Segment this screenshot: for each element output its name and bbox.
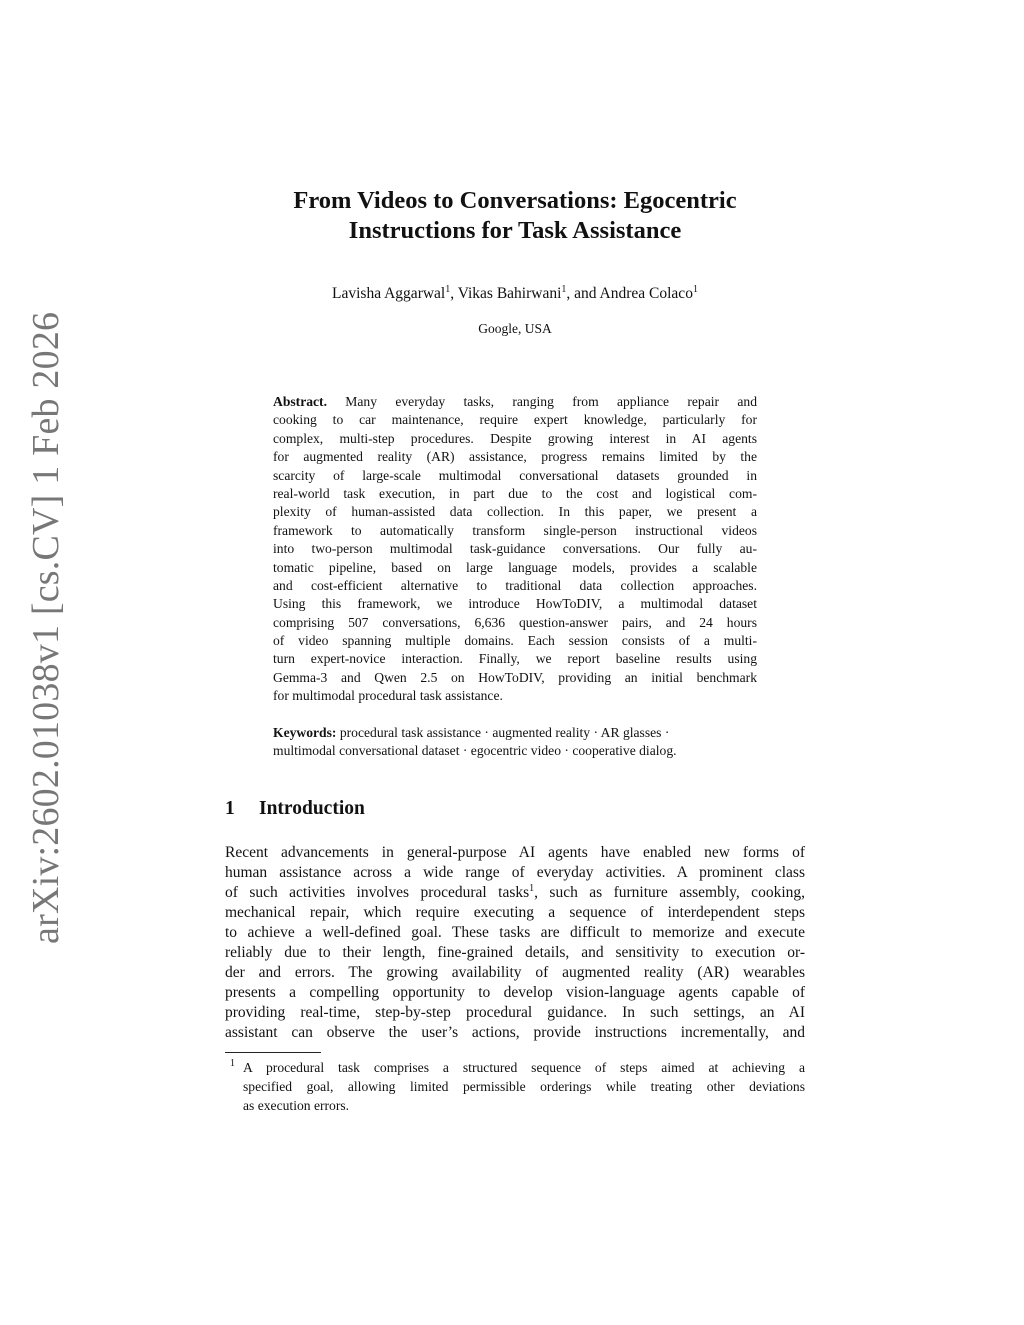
abstract-line: comprising 507 conversations, 6,636 question-answer pairs, and 24 hours: [273, 614, 757, 630]
section-title: Introduction: [259, 798, 365, 819]
abstract-line: cooking to car maintenance, require expert knowledge, particularly for: [273, 412, 757, 428]
keywords-label: Keywords:: [273, 725, 337, 740]
affiliation: Google, USA: [478, 321, 552, 336]
paper-title: [240, 186, 790, 246]
author-separator: ,: [450, 285, 458, 302]
section-heading: [225, 797, 365, 821]
author-separator: , and: [566, 285, 600, 302]
footnote-line: as execution errors.: [243, 1098, 350, 1113]
abstract-line: for augmented reality (AR) assistance, progress remains limited by the: [273, 449, 757, 465]
footnote-divider: [225, 1052, 321, 1053]
keywords-line: multimodal conversational dataset · egocentric video · cooperative dialog.: [273, 743, 677, 759]
abstract-line: Gemma-3 and Qwen 2.5 on HowToDIV, providing an initial benchmark: [273, 669, 757, 685]
introduction-body: [225, 843, 805, 1043]
body-line: presents a compelling opportunity to develop vision-language agents capable of: [225, 984, 805, 1001]
body-line: reliably due to their length, fine-grained details, and sensitivity to execution or-: [225, 944, 805, 961]
body-line: to achieve a well-defined goal. These tasks are difficult to memorize and execute: [225, 924, 805, 941]
title-line-2: Instructions for Task Assistance: [348, 217, 682, 244]
body-line: providing real-time, step-by-step procedural guidance. In such settings, an AI: [225, 1004, 805, 1021]
body-line: mechanical repair, which require executing a sequence of interdependent steps: [225, 904, 805, 921]
body-line: Recent advancements in general-purpose AI agents have enabled new forms of: [225, 844, 805, 861]
abstract-line: framework to automatically transform single-person instructional videos: [273, 522, 757, 538]
footnote-line: A procedural task comprises a structured sequence of steps aimed at achieving a: [243, 1060, 805, 1075]
body-line: der and errors. The growing availability of augmented reality (AR) wearables: [225, 964, 805, 981]
affiliation-mark: 1: [561, 284, 567, 295]
abstract-line: tomatic pipeline, based on large language models, provides a scalable: [273, 559, 757, 575]
abstract-line: Using this framework, we introduce HowToDIV, a multimodal dataset: [273, 596, 757, 612]
footnote-reference[interactable]: 1: [529, 883, 535, 894]
abstract-line: plexity of human-assisted data collection. In this paper, we present a: [273, 504, 757, 520]
abstract-line: scarcity of large-scale multimodal conversational datasets grounded in: [273, 467, 757, 483]
body-line: assistant can observe the user’s actions, provide instructions incrementally, and: [225, 1024, 805, 1041]
keywords: [273, 724, 757, 761]
footnote-line: specified goal, allowing limited permissible orderings while treating other deviations: [243, 1079, 805, 1094]
body-line: human assistance across a wide range of everyday activities. A prominent class: [225, 864, 805, 881]
abstract-line: complex, multi-step procedures. Despite growing interest in AI agents: [273, 430, 757, 446]
abstract-label: Abstract.: [273, 394, 327, 409]
author-name: Lavisha Aggarwal: [332, 285, 446, 302]
abstract-line: real-world task execution, in part due to the cost and logistical com-: [273, 485, 757, 501]
author-list: [240, 284, 790, 304]
affiliation-mark: 1: [445, 284, 451, 295]
author-name: Vikas Bahirwani: [457, 285, 562, 302]
abstract-line: Abstract. Many everyday tasks, ranging from appliance repair and: [273, 394, 757, 409]
abstract: [273, 393, 757, 706]
affiliation-mark: 1: [692, 284, 698, 295]
author-name: Andrea Colaco: [599, 285, 693, 302]
title-line-1: From Videos to Conversations: Egocentric: [293, 187, 737, 214]
section-number: 1: [225, 798, 235, 819]
footnote-marker: 1: [230, 1058, 235, 1069]
abstract-line: of video spanning multiple domains. Each session consists of a multi-: [273, 633, 757, 649]
abstract-line: and cost-efficient alternative to traditional data collection approaches.: [273, 577, 757, 593]
abstract-line: into two-person multimodal task-guidance conversations. Our fully au-: [273, 541, 757, 557]
keywords-line: Keywords: procedural task assistance · augmented reality · AR glasses ·: [273, 725, 670, 740]
body-line: of such activities involves procedural tasks$^1$, such as furniture assembly, cooking,: [225, 883, 805, 901]
abstract-line: turn expert-novice interaction. Finally, we report baseline results using: [273, 651, 757, 667]
footnote: [225, 1058, 805, 1115]
arxiv-identifier: arXiv:2602.01038v1 [cs.CV] 1 Feb 2026: [25, 311, 67, 944]
abstract-line: for multimodal procedural task assistance.: [273, 688, 503, 704]
